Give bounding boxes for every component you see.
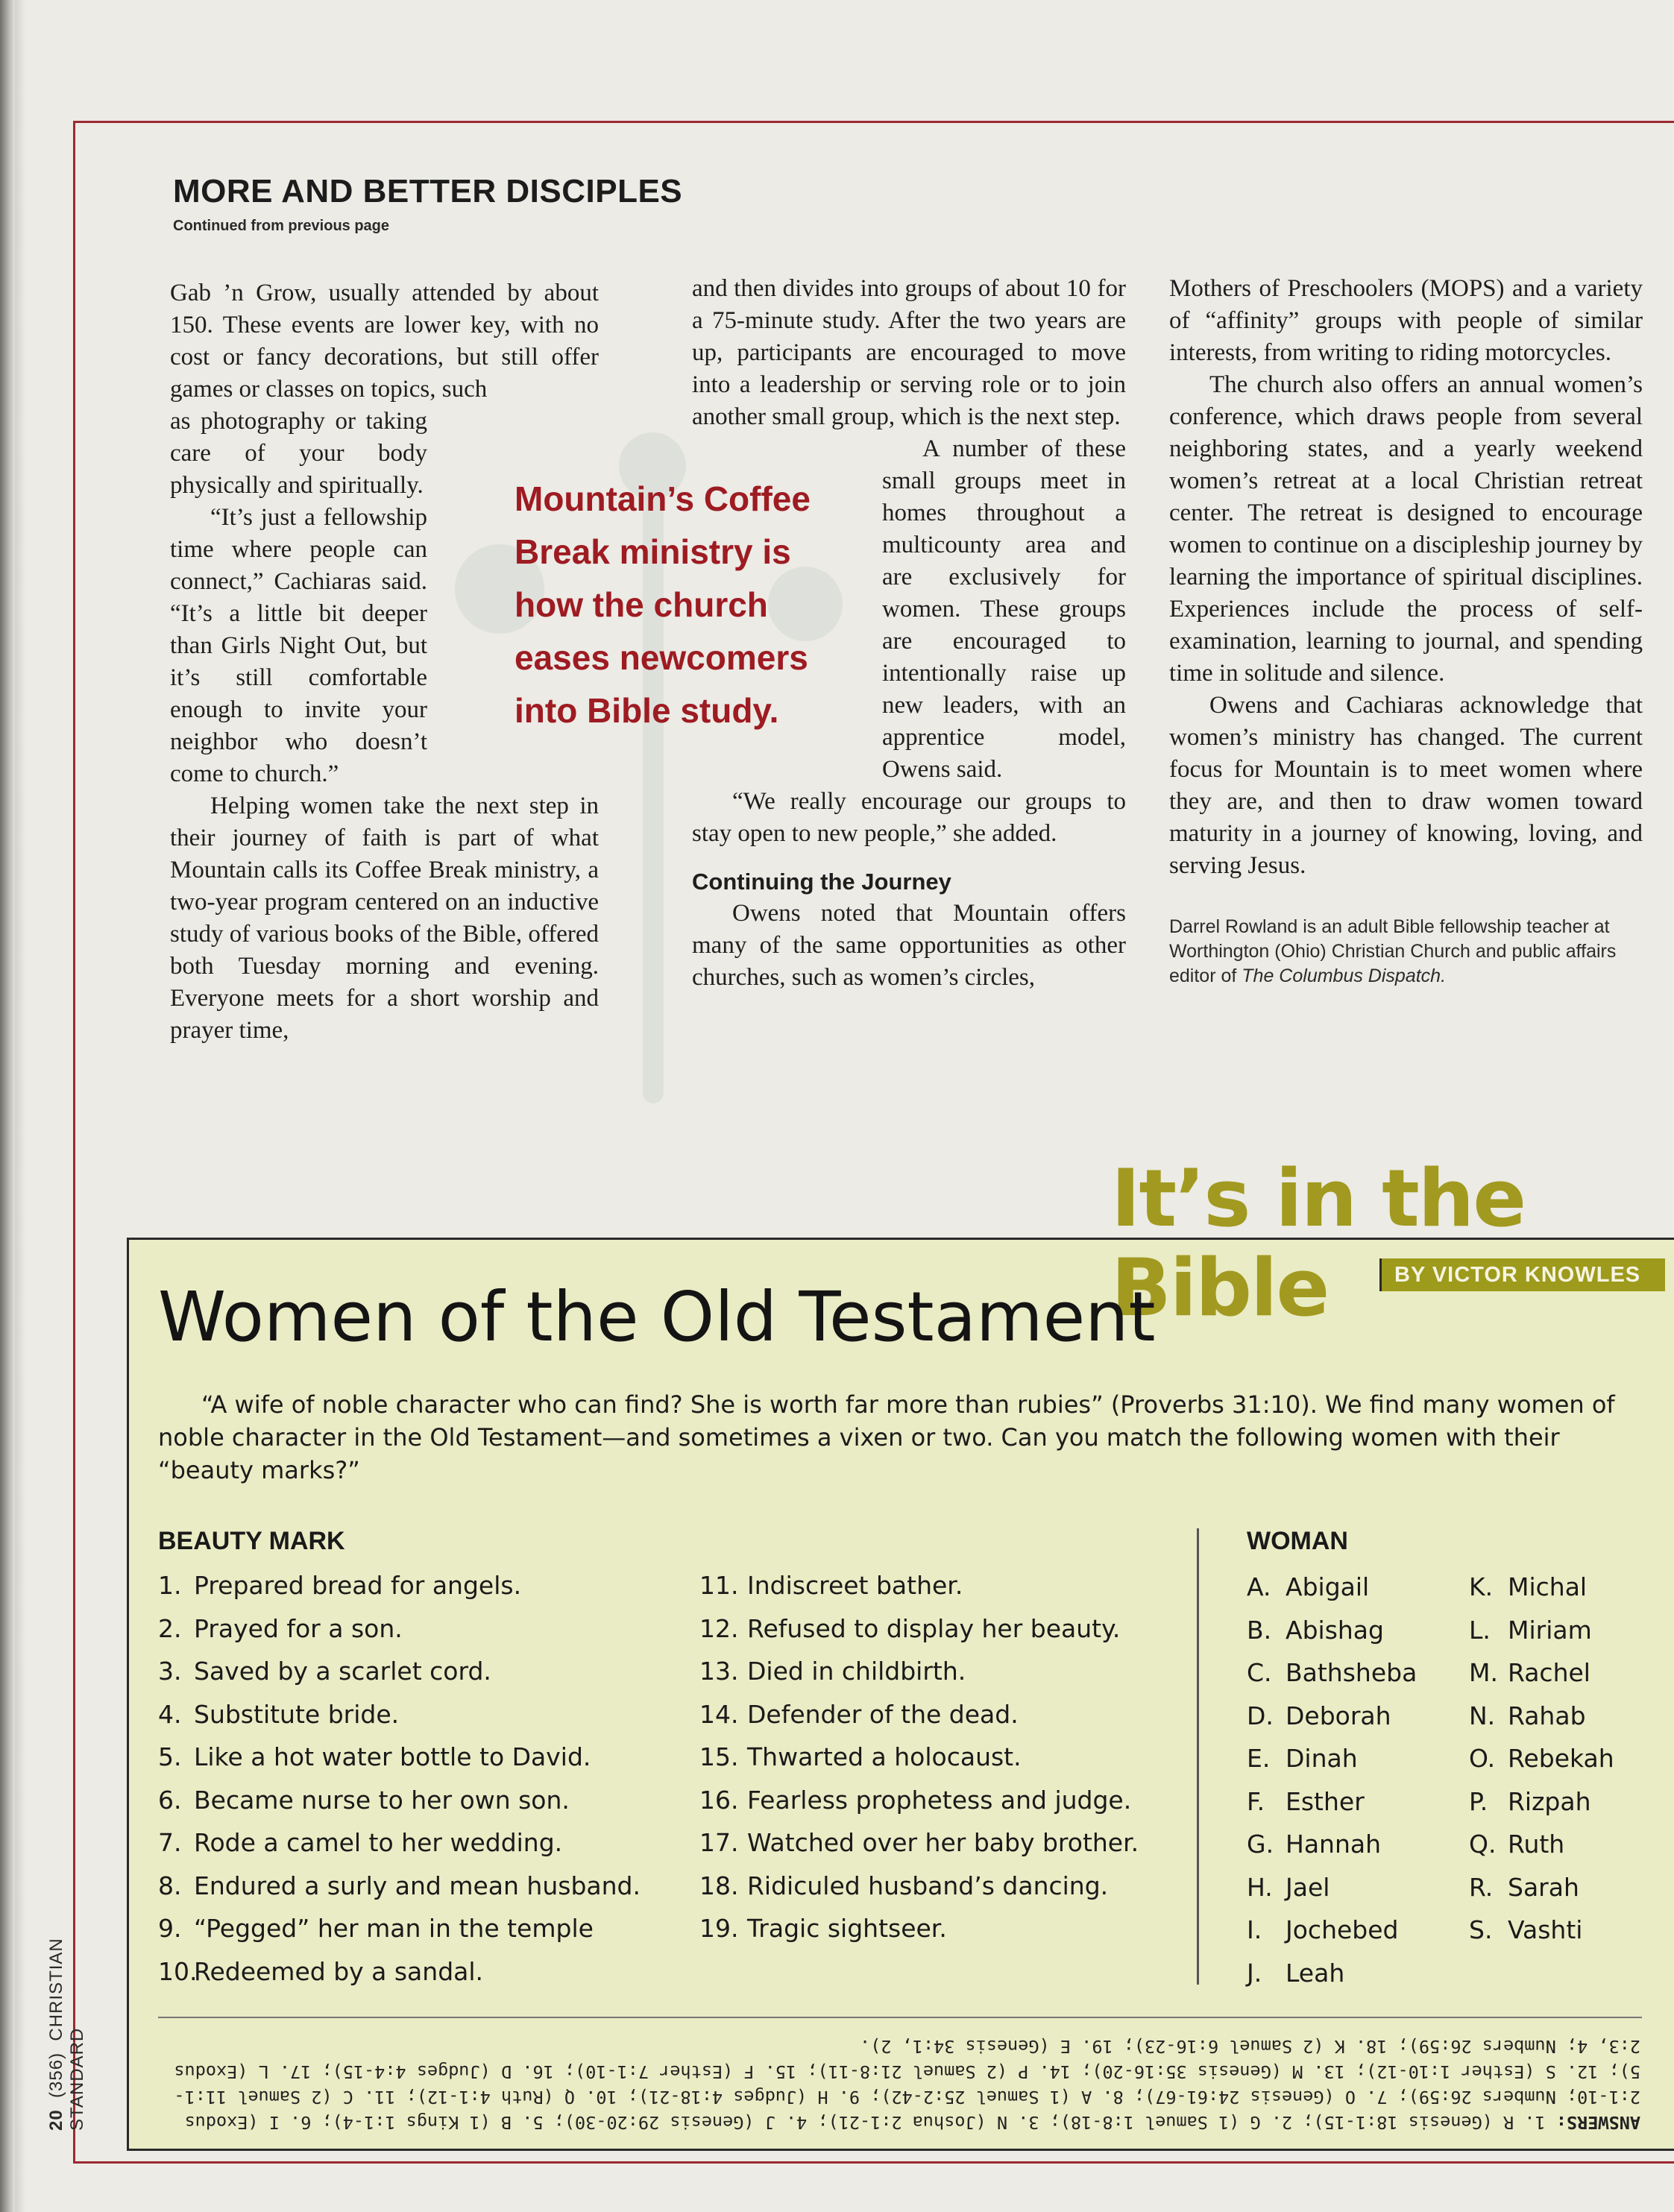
- article-title: MORE AND BETTER DISCIPLES: [173, 173, 683, 209]
- woman-item-text: Jochebed: [1286, 1915, 1399, 1944]
- beauty-mark-item-text: Became nurse to her own son.: [194, 1785, 570, 1815]
- beauty-mark-item-text: Rode a camel to her wedding.: [194, 1828, 563, 1857]
- paragraph: “It’s just a fellowship time where people can connect,” Cachiaras said. “It’s a little bit deeper than Girls Night Out, but it’s still comfortable enough to invite your neighbor who doesn’t come to church.”: [170, 504, 427, 787]
- beauty-mark-item-number: 7.: [158, 1828, 182, 1857]
- column-divider: [1197, 1528, 1199, 1985]
- woman-item-text: Rachel: [1508, 1658, 1590, 1687]
- beauty-mark-item: [158, 1564, 641, 1607]
- woman-item: [1469, 1866, 1614, 1909]
- beauty-mark-item-number: 3.: [158, 1657, 182, 1686]
- paragraph: and then divides into groups of about 10 for a 75-minute study. After the two years are up, participants are encouraged to move into a leadership or serving role or to join another small group, which is the next step.: [692, 275, 1126, 430]
- woman-item-text: Dinah: [1286, 1744, 1358, 1773]
- beauty-mark-item: [158, 1865, 641, 1908]
- woman-item: [1247, 1952, 1417, 1995]
- beauty-mark-item-number: 2.: [158, 1613, 182, 1643]
- page-binding-shadow: [15, 0, 25, 2212]
- paragraph: “We really encourage our groups to stay open to new people,” she added.: [692, 788, 1126, 847]
- woman-list-left: [1247, 1566, 1417, 1994]
- woman-item-number: E.: [1247, 1744, 1271, 1773]
- woman-item: [1469, 1780, 1614, 1824]
- paragraph: Owens and Cachiaras acknowledge that women’s ministry has changed. The current focus for Mountain is to meet women where they are, and then to draw women toward maturity in a journey of knowing, loving, and serving Jesus.: [1169, 692, 1643, 879]
- beauty-mark-item-text: Saved by a scarlet cord.: [194, 1657, 491, 1686]
- beauty-mark-list-right: [699, 1564, 1139, 1950]
- woman-item: [1247, 1695, 1417, 1738]
- woman-item-number: P.: [1469, 1786, 1488, 1816]
- woman-item: [1247, 1609, 1417, 1652]
- woman-item-number: H.: [1247, 1872, 1273, 1902]
- woman-item-text: Deborah: [1286, 1701, 1391, 1730]
- beauty-mark-item-number: 13.: [699, 1657, 739, 1686]
- woman-item: [1469, 1609, 1614, 1652]
- woman-item-number: C.: [1247, 1658, 1272, 1687]
- beauty-mark-item-number: 9.: [158, 1914, 182, 1943]
- beauty-mark-item-number: 5.: [158, 1742, 182, 1771]
- woman-item: [1469, 1695, 1614, 1738]
- beauty-mark-item: [699, 1736, 1139, 1779]
- woman-item-text: Leah: [1286, 1958, 1345, 1988]
- magazine-name: CHRISTIAN STANDARD: [46, 1938, 87, 2131]
- beauty-mark-item-text: Thwarted a holocaust.: [747, 1742, 1022, 1771]
- woman-item-text: Rebekah: [1508, 1744, 1614, 1773]
- puzzle-intro: “A wife of noble character who can find? She is worth far more than rubies” (Proverbs 31:10). We find many women of noble character in the Old Testament—and sometimes a vixen or two. Can you match the following women with their “beauty marks?”: [158, 1390, 1615, 1484]
- answers-text: 1. R (Genesis 18:1-15); 2. G (1 Samuel 1:8-18); 3. N (Joshua 2:1-21); 4. J (Genesis 29:20-30); 5. B (1 Kings 1:1-4); 6. I (Exodus 2:1-10; Numbers 26:59); 7. O (Genesis 24:61-67); 8. A (1 Samuel 25:2-42); 9. H (Judges 4:18-21); 10. Q (Ruth 4:1-12); 11. C (2 Samuel 11:1-5); 12. S (Esther 1:10-12); 13. M (Genesis 35:16-20); 14. P (2 Samuel 21:8-11); 15. F (Esther 7:1-10); 16. D (Judges 4:4-15); 17. L (Exodus 2:3, 4; Numbers 26:59); 18. K (2 Samuel 6:16-23); 19. E (Genesis 34:1, 2).: [174, 2036, 1640, 2133]
- page-folio: [46, 1907, 88, 2131]
- woman-item-text: Jael: [1286, 1872, 1330, 1902]
- paragraph: A number of these small groups meet in homes throughout a multicounty area and are exclusively for women. These groups are encouraged to intentionally raise up new leaders, with an apprentice model, Owens said.: [882, 435, 1126, 783]
- beauty-mark-item-text: Defender of the dead.: [747, 1699, 1019, 1729]
- publication-name: The Columbus Dispatch.: [1242, 965, 1447, 986]
- beauty-mark-item: [699, 1564, 1139, 1607]
- woman-item-number: N.: [1469, 1701, 1496, 1730]
- woman-item-number: G.: [1247, 1830, 1274, 1859]
- article-column-3: [1169, 273, 1643, 989]
- beauty-mark-item-number: 18.: [699, 1871, 739, 1900]
- beauty-mark-item-number: 12.: [699, 1613, 739, 1643]
- woman-item: [1247, 1866, 1417, 1909]
- beauty-mark-item-number: 10.: [158, 1956, 198, 1986]
- paragraph: Helping women take the next step in their journey of faith is part of what Mountain calls its Coffee Break ministry, a two-year program centered on an inductive study of various books of the Bible, offered both Tuesday morning and evening. Everyone meets for a short worship and prayer time,: [170, 793, 599, 1044]
- woman-item-number: O.: [1469, 1744, 1496, 1773]
- answers-upside-down: [158, 2034, 1640, 2135]
- page-binding-shadow: [0, 0, 15, 2212]
- beauty-mark-item-text: Redeemed by a sandal.: [194, 1956, 484, 1986]
- beauty-mark-item-text: Watched over her baby brother.: [747, 1828, 1139, 1857]
- author-bio: Darrel Rowland is an adult Bible fellowship teacher at Worthington (Ohio) Christian Church and public affairs editor of The Columbus Dispatch.: [1169, 916, 1617, 986]
- paragraph: Owens noted that Mountain offers many of the same opportunities as other churches, such as women’s circles,: [692, 900, 1126, 991]
- beauty-mark-item: [158, 1907, 641, 1950]
- beauty-mark-item-text: Prayed for a son.: [194, 1613, 403, 1643]
- beauty-mark-item: [699, 1907, 1139, 1950]
- page-code: (356): [46, 2052, 66, 2098]
- woman-item-text: Rizpah: [1508, 1786, 1591, 1816]
- beauty-mark-item-number: 15.: [699, 1742, 739, 1771]
- beauty-mark-item: [158, 1650, 641, 1693]
- woman-item: [1469, 1823, 1614, 1866]
- beauty-mark-item: [158, 1736, 641, 1779]
- woman-item-text: Bathsheba: [1286, 1658, 1417, 1687]
- page-number: 20: [46, 2109, 66, 2131]
- answers-label: ANSWERS:: [1555, 2112, 1640, 2133]
- woman-item-text: Sarah: [1508, 1872, 1579, 1902]
- puzzle-title: Women of the Old Testament: [158, 1277, 1156, 1357]
- beauty-mark-item: [699, 1607, 1139, 1651]
- continued-note: Continued from previous page: [173, 218, 390, 234]
- woman-item: [1247, 1651, 1417, 1695]
- woman-item-text: Ruth: [1508, 1830, 1565, 1859]
- woman-item-number: J.: [1247, 1958, 1262, 1988]
- woman-item: [1247, 1909, 1417, 1952]
- beauty-mark-item-number: 1.: [158, 1571, 182, 1600]
- beauty-mark-item: [158, 1607, 641, 1651]
- beauty-mark-item: [158, 1821, 641, 1865]
- woman-item-number: S.: [1469, 1915, 1493, 1944]
- beauty-mark-item-text: Fearless prophetess and judge.: [747, 1785, 1132, 1815]
- woman-item: [1247, 1823, 1417, 1866]
- beauty-mark-item-number: 16.: [699, 1785, 739, 1815]
- beauty-mark-item-text: Died in childbirth.: [747, 1657, 966, 1686]
- beauty-mark-item-number: 17.: [699, 1828, 739, 1857]
- woman-item-text: Abishag: [1286, 1615, 1384, 1645]
- beauty-mark-item-number: 11.: [699, 1571, 739, 1600]
- beauty-mark-heading: BEAUTY MARK: [158, 1527, 345, 1555]
- beauty-mark-item-text: Tragic sightseer.: [747, 1914, 947, 1943]
- woman-item-text: Miriam: [1508, 1615, 1592, 1645]
- woman-item-text: Vashti: [1508, 1915, 1583, 1944]
- byline: BY VICTOR KNOWLES: [1394, 1263, 1641, 1287]
- paragraph: The church also offers an annual women’s conference, which draws people from several neighboring states, and a yearly weekend women’s retreat at a local Christian retreat center. The retreat is designed to encourage women to continue on a discipleship journey by learning the importance of spiritual disciplines. Experiences include the process of self-examination, learning to journal, and spending time in solitude and silence.: [1169, 371, 1643, 687]
- beauty-mark-item: [699, 1865, 1139, 1908]
- beauty-mark-item: [158, 1693, 641, 1736]
- woman-item: [1247, 1566, 1417, 1609]
- subheading: Continuing the Journey: [692, 869, 951, 895]
- beauty-mark-item-text: “Pegged” her man in the temple: [194, 1914, 594, 1943]
- woman-item: [1247, 1737, 1417, 1780]
- beauty-mark-item: [699, 1821, 1139, 1865]
- woman-item: [1247, 1780, 1417, 1824]
- woman-item-text: Michal: [1508, 1572, 1588, 1601]
- pull-quote: Mountain’s Coffee Break ministry is how the church eases newcomers into Bible study.: [515, 479, 811, 730]
- paragraph: Gab ’n Grow, usually attended by about 150. These events are lower key, with no cost or fancy decorations, but still offer games or classes on topics, such: [170, 280, 599, 403]
- woman-item: [1469, 1909, 1614, 1952]
- woman-item: [1469, 1566, 1614, 1609]
- beauty-mark-item-text: Endured a surly and mean husband.: [194, 1871, 641, 1900]
- beauty-mark-item-number: 19.: [699, 1914, 739, 1943]
- woman-item: [1469, 1651, 1614, 1695]
- beauty-mark-item-text: Ridiculed husband’s dancing.: [747, 1871, 1109, 1900]
- woman-list-right: [1469, 1566, 1614, 1952]
- beauty-mark-item-number: 4.: [158, 1699, 182, 1729]
- woman-item-number: F.: [1247, 1786, 1265, 1816]
- woman-item-number: Q.: [1469, 1830, 1497, 1859]
- woman-item-number: R.: [1469, 1872, 1494, 1902]
- woman-item-number: K.: [1469, 1572, 1494, 1601]
- beauty-mark-item: [158, 1950, 641, 1994]
- woman-item-number: L.: [1469, 1615, 1491, 1645]
- woman-item: [1469, 1737, 1614, 1780]
- woman-item-text: Abigail: [1286, 1572, 1370, 1601]
- woman-heading: WOMAN: [1247, 1527, 1348, 1555]
- beauty-mark-item-number: 14.: [699, 1699, 739, 1729]
- beauty-mark-item-text: Refused to display her beauty.: [747, 1613, 1121, 1643]
- beauty-mark-list-left: [158, 1564, 641, 1993]
- woman-item-number: M.: [1469, 1658, 1498, 1687]
- beauty-mark-item-number: 6.: [158, 1785, 182, 1815]
- beauty-mark-item-text: Substitute bride.: [194, 1699, 400, 1729]
- woman-item-number: I.: [1247, 1915, 1262, 1944]
- beauty-mark-item-text: Prepared bread for angels.: [194, 1571, 522, 1600]
- woman-item-number: D.: [1247, 1701, 1274, 1730]
- woman-item-number: B.: [1247, 1615, 1272, 1645]
- paragraph: Mothers of Preschoolers (MOPS) and a variety of “affinity” groups with people of similar interests, from writing to riding motorcycles.: [1169, 275, 1643, 366]
- beauty-mark-item-text: Like a hot water bottle to David.: [194, 1742, 591, 1771]
- beauty-mark-item-text: Indiscreet bather.: [747, 1571, 963, 1600]
- beauty-mark-item: [699, 1650, 1139, 1693]
- beauty-mark-item: [158, 1779, 641, 1822]
- beauty-mark-item-number: 8.: [158, 1871, 182, 1900]
- woman-item-text: Esther: [1286, 1786, 1365, 1816]
- paragraph: as photography or taking care of your body physically and spiritually.: [170, 408, 427, 499]
- beauty-mark-item: [699, 1693, 1139, 1736]
- woman-item-text: Hannah: [1286, 1830, 1382, 1859]
- woman-item-text: Rahab: [1508, 1701, 1586, 1730]
- feature-brand-title: It’s in the Bible: [1111, 1153, 1526, 1334]
- beauty-mark-item: [699, 1779, 1139, 1822]
- answers-rule: [158, 2017, 1642, 2018]
- woman-item-number: A.: [1247, 1572, 1271, 1601]
